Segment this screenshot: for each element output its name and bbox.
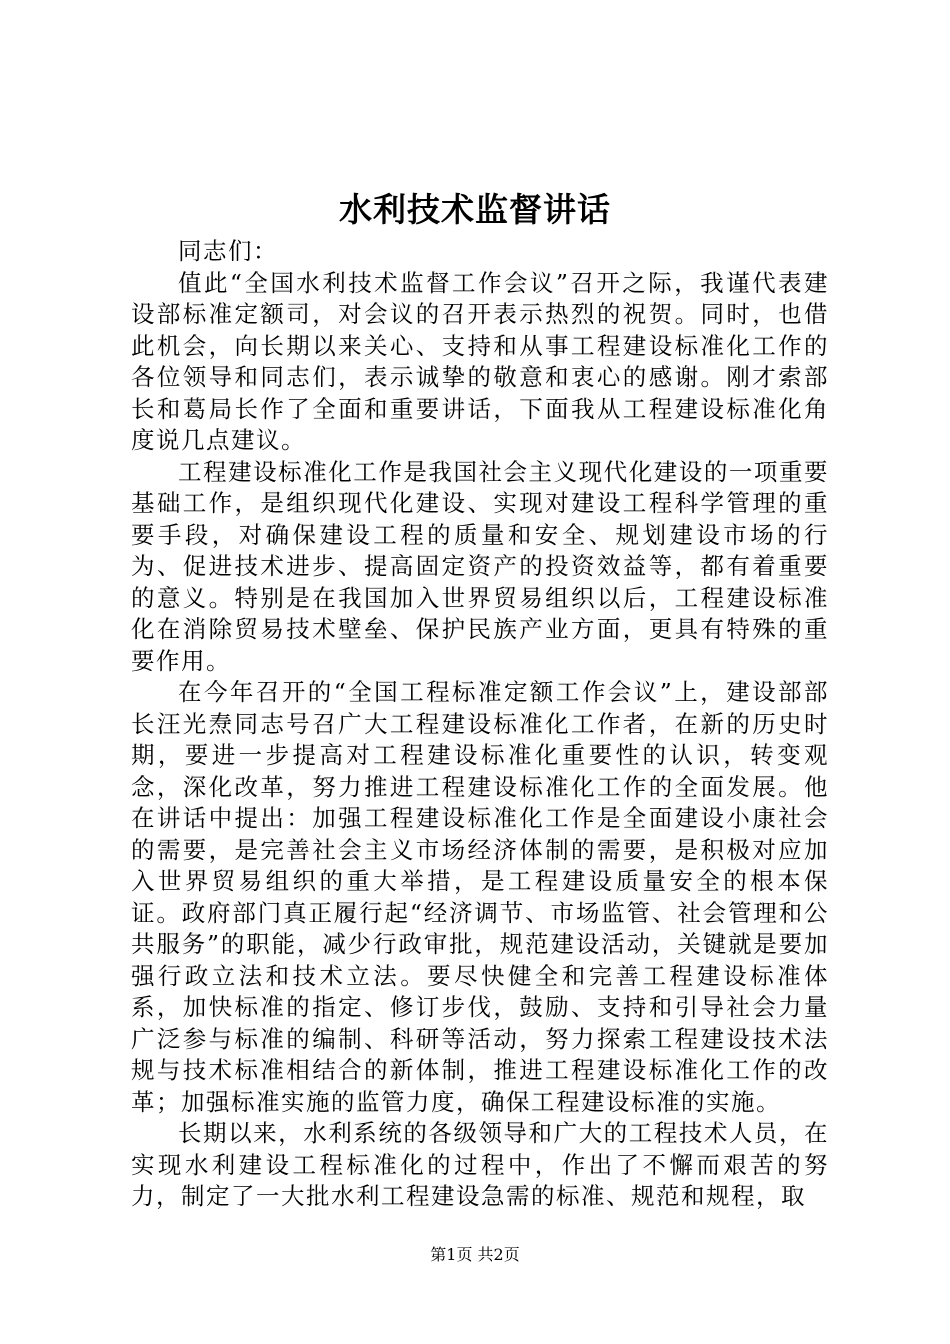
document-title: 水利技术监督讲话 (339, 190, 611, 229)
greeting: 同志们： (178, 237, 278, 265)
document-body (131, 236, 829, 1213)
page-number-footer: 第1页 共2页 (430, 1245, 520, 1264)
paragraph-4: 长期以来，水利系统的各级领导和广大的工程技术人员，在实现水利建设工程标准化的过程中，作出了不懈而艰苦的努力，制定了一大批水利工程建设急需的标准、规范和规程，取 (131, 1119, 829, 1210)
paragraph-1: 值此“全国水利技术监督工作会议”召开之际，我谨代表建设部标准定额司，对会议的召开表示热烈的祝贺。同时，也借此机会，向长期以来关心、支持和从事工程建设标准化工作的各位领导和同志们，表示诚挚的敬意和衷心的感谢。刚才索部长和葛局长作了全面和重要讲话，下面我从工程建设标准化角度说几点建议。 (131, 268, 829, 454)
paragraph-2: 工程建设标准化工作是我国社会主义现代化建设的一项重要基础工作，是组织现代化建设、实现对建设工程科学管理的重要手段，对确保建设工程的质量和安全、规划建设市场的行为、促进技术进步、提高固定资产的投资效益等，都有着重要的意义。特别是在我国加入世界贸易组织以后，工程建设标准化在消除贸易技术壁垒、保护民族产业方面，更具有特殊的重要作用。 (131, 457, 829, 675)
paragraph-3: 在今年召开的“全国工程标准定额工作会议”上，建设部部长汪光焘同志号召广大工程建设标准化工作者，在新的历史时期，要进一步提高对工程建设标准化重要性的认识，转变观念，深化改革，努力推进工程建设标准化工作的全面发展。他在讲话中提出：加强工程建设标准化工作是全面建设小康社会的需要，是完善社会主义市场经济体制的需要，是积极对应加入世界贸易组织的重大举措，是工程建设质量安全的根本保证。政府部门真正履行起“经济调节、市场监管、社会管理和公共服务”的职能，减少行政审批，规范建设活动，关键就是要加强行政立法和技术立法。要尽快健全和完善工程建设标准体系，加快标准的指定、修订步伐，鼓励、支持和引导社会力量广泛参与标准的编制、科研等活动，努力探索工程建设技术法规与技术标准相结合的新体制，推进工程建设标准化工作的改革；加强标准实施的监管力度，确保工程建设标准的实施。 (131, 678, 829, 1116)
